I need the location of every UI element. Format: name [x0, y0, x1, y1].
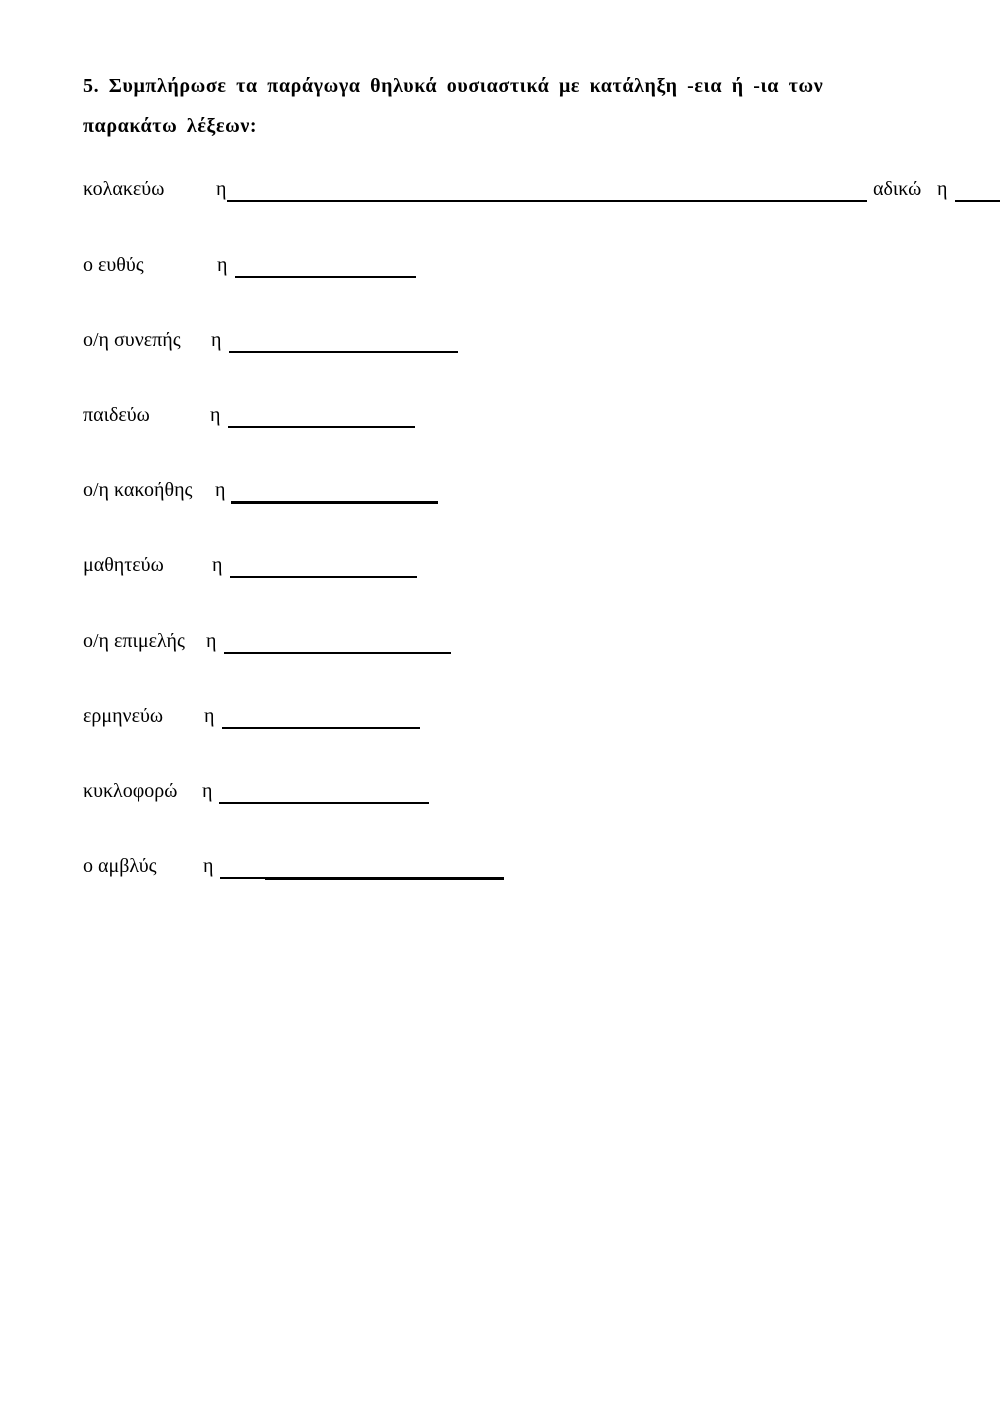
answer-blank-efthys[interactable]: [235, 254, 416, 278]
exercise-row-kakoithis: [83, 479, 443, 509]
answer-blank-mathitevo[interactable]: [230, 554, 417, 578]
answer-blank-adiko[interactable]: [955, 178, 1000, 202]
base-word: ο/η επιμελής: [83, 630, 185, 652]
exercise-row-amvlys: [83, 855, 508, 885]
answer-blank-epimelis[interactable]: [224, 630, 451, 654]
exercise-row-mathitevo: [83, 554, 423, 584]
answer-blank-kykloforo[interactable]: [219, 780, 429, 804]
article-label: η: [211, 329, 222, 351]
base-word: ερμηνεύω: [83, 705, 164, 727]
base-word: ο ευθύς: [83, 254, 144, 276]
base-word: κολακεύω: [83, 178, 165, 200]
article-label: η: [937, 178, 948, 200]
base-word: παιδεύω: [83, 404, 150, 426]
exercise-row-paidevo: [83, 404, 423, 434]
article-label: η: [215, 479, 226, 501]
article-label: η: [216, 178, 227, 200]
exercise-row-kykloforo: [83, 780, 433, 810]
base-word: ο αμβλύς: [83, 855, 157, 877]
exercise-row-kolakevo: [83, 178, 1000, 208]
base-word: μαθητεύω: [83, 554, 164, 576]
article-label: η: [210, 404, 221, 426]
answer-blank-amvlys-start[interactable]: [220, 855, 265, 879]
article-label: η: [206, 630, 217, 652]
base-word: ο/η συνεπής: [83, 329, 181, 351]
article-label: η: [204, 705, 215, 727]
answer-blank-amvlys[interactable]: [265, 855, 504, 880]
article-label: η: [202, 780, 213, 802]
exercise-instructions: [83, 66, 863, 146]
exercise-row-ermineyo: [83, 705, 428, 735]
article-label: η: [212, 554, 223, 576]
exercise-row-synepis: [83, 329, 463, 359]
article-label: η: [203, 855, 214, 877]
answer-blank-paidevo[interactable]: [228, 404, 415, 428]
answer-blank-synepis[interactable]: [229, 329, 458, 353]
answer-blank-kolakevo[interactable]: [227, 178, 867, 202]
answer-blank-kakoithis[interactable]: [231, 479, 438, 504]
answer-blank-ermineyo[interactable]: [222, 705, 420, 729]
instructions-line-1: 5. Συμπλήρωσε τα παράγωγα θηλυκά ουσιαστικά με κατάληξη -εια ή -ια των: [83, 75, 824, 97]
base-word: αδικώ: [873, 178, 922, 200]
exercise-row-epimelis: [83, 630, 455, 660]
base-word: ο/η κακοήθης: [83, 479, 193, 501]
base-word: κυκλοφορώ: [83, 780, 178, 802]
instructions-line-2: παρακάτω λέξεων:: [83, 115, 258, 137]
exercise-row-efthys: [83, 254, 423, 284]
article-label: η: [217, 254, 228, 276]
